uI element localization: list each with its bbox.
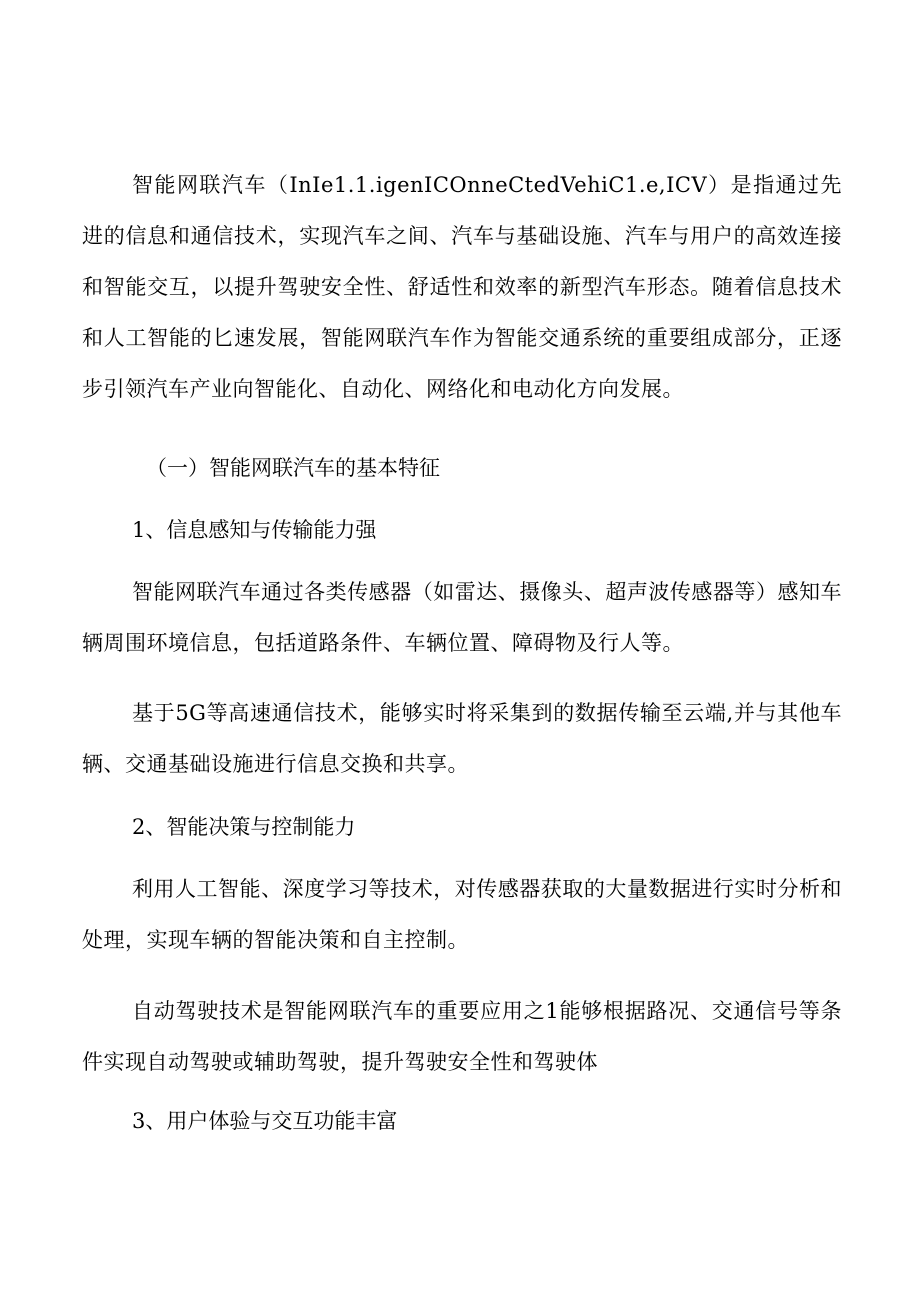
section-heading: （一）智能网联汽车的基本特征 [146, 456, 440, 480]
feature-1-paragraph-2: 基于5G等高速通信技术，能够实时将采集到的数据传输至云端,并与其他车辆、交通基础设施进行信息交换和共享。 [82, 701, 842, 776]
feature-1-heading: 1、信息感知与传输能力强 [132, 518, 377, 542]
intro-paragraph: 智能网联汽车（InIe1.1.igenICOnneCtedVehiC1.e,ICV）是指通过先进的信息和通信技术，实现汽车之间、汽车与基础设施、汽车与用户的高效连接和智能交互，以提升驾驶安全性、舒适性和效率的新型汽车形态。随着信息技术和人工智能的匕速发展，智能网联汽车作为智能交通系统的重要组成部分，正逐步引领汽车产业向智能化、自动化、网络化和电动化方向发展。 [82, 173, 842, 401]
feature-3-heading: 3、用户体验与交互功能丰富 [132, 1109, 398, 1133]
feature-2-paragraph-1: 利用人工智能、深度学习等技术，对传感器获取的大量数据进行实时分析和处理，实现车辆的智能决策和自主控制。 [82, 877, 842, 952]
feature-2-paragraph-2: 自动驾驶技术是智能网联汽车的重要应用之1能够根据路况、交通信号等条件实现自动驾驶或辅助驾驶，提升驾驶安全性和驾驶体 [82, 999, 842, 1074]
feature-1-paragraph-1: 智能网联汽车通过各类传感器（如雷达、摄像头、超声波传感器等）感知车辆周围环境信息，包括道路条件、车辆位置、障碍物及行人等。 [82, 580, 842, 655]
feature-2-heading: 2、智能决策与控制能力 [132, 815, 356, 839]
